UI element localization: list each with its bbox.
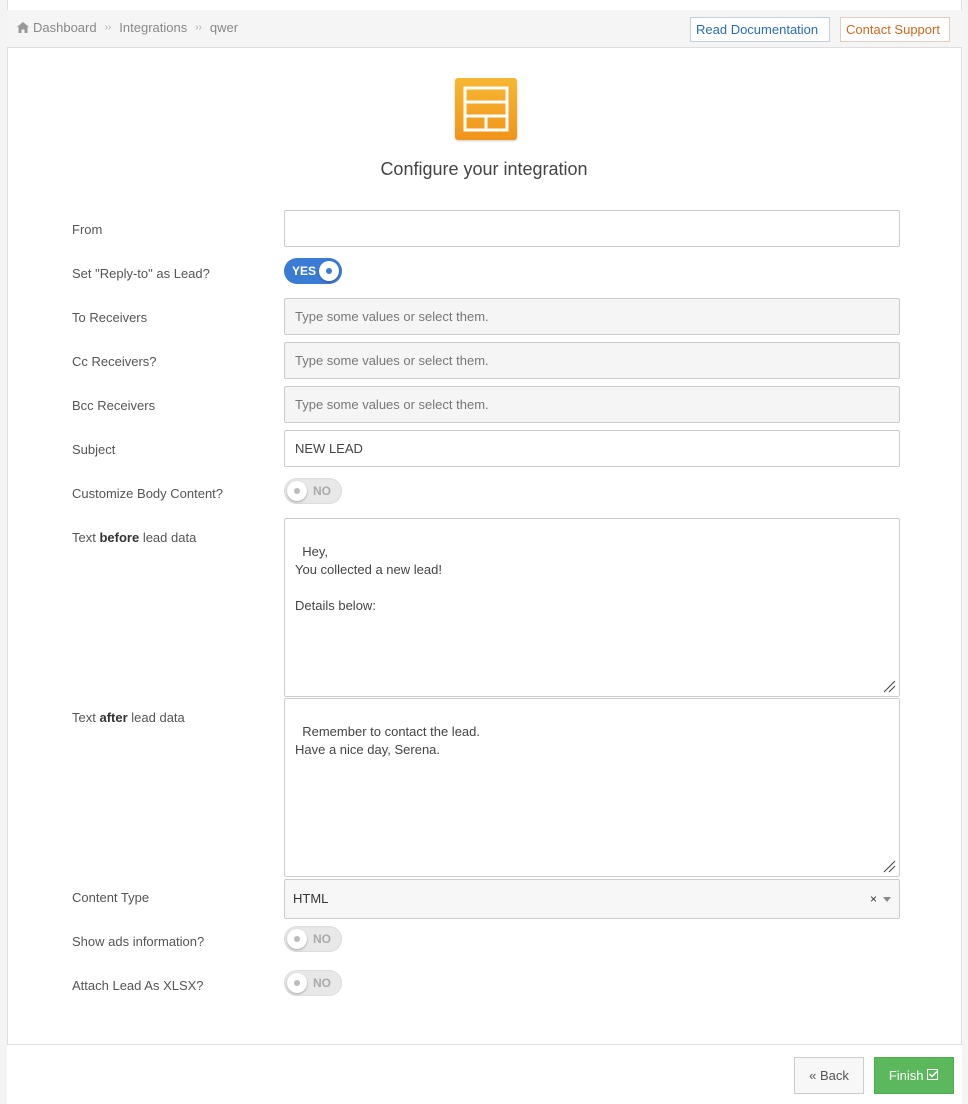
back-button[interactable]: [794, 1057, 864, 1094]
from-input[interactable]: [284, 210, 900, 247]
integration-logo-icon: [455, 78, 517, 140]
breadcrumb-separator: ››: [195, 22, 202, 33]
toggle-knob: [287, 481, 307, 501]
read-documentation-button[interactable]: Read Documentation: [690, 17, 830, 42]
text-before-label: [72, 530, 196, 545]
page-title: Configure your integration: [380, 159, 588, 179]
customize-body-label: Customize Body Content?: [72, 486, 224, 501]
bcc-receivers-label: Bcc Receivers: [72, 398, 156, 413]
breadcrumb-integrations[interactable]: Integrations: [119, 20, 188, 35]
customize-body-toggle[interactable]: [284, 478, 342, 504]
cc-receivers-label: Cc Receivers?: [72, 354, 157, 369]
reply-to-label: Set "Reply-to" as Lead?: [72, 266, 210, 281]
attach-xlsx-toggle-label: NO: [313, 976, 331, 990]
clear-icon[interactable]: ×: [869, 892, 877, 906]
finish-button-label: Finish: [888, 1068, 924, 1083]
breadcrumb-separator: ››: [104, 22, 112, 33]
text-before-label-pre: Text: [72, 530, 100, 545]
text-after-label-pre: Text: [72, 710, 100, 725]
content-type-label: Content Type: [72, 890, 150, 905]
text-before-value: Hey, You collected a new lead! Details below:: [295, 544, 442, 613]
text-after-textarea[interactable]: [284, 698, 900, 877]
cc-receivers-input[interactable]: Type some values or select them.: [284, 342, 900, 379]
contact-support-button[interactable]: Contact Support: [840, 17, 950, 42]
show-ads-label: Show ads information?: [72, 934, 205, 949]
customize-body-toggle-label: NO: [313, 484, 331, 498]
text-after-label: [72, 710, 185, 725]
breadcrumb: [17, 20, 238, 35]
resize-grip-icon[interactable]: [882, 679, 896, 693]
toggle-knob: [287, 973, 307, 993]
breadcrumb-dashboard[interactable]: Dashboard: [33, 20, 97, 35]
show-ads-toggle[interactable]: [284, 926, 342, 952]
subject-label: Subject: [72, 442, 116, 457]
text-before-label-post: lead data: [139, 530, 197, 545]
check-square-icon: [927, 1069, 939, 1080]
subject-input[interactable]: NEW LEAD: [284, 430, 900, 467]
resize-grip-icon[interactable]: [882, 859, 896, 873]
to-receivers-label: To Receivers: [72, 310, 148, 325]
home-icon: [17, 22, 29, 33]
attach-xlsx-label: Attach Lead As XLSX?: [72, 978, 204, 993]
from-label: From: [72, 222, 103, 237]
content-type-value: HTML: [293, 891, 329, 906]
show-ads-toggle-label: NO: [313, 932, 331, 946]
breadcrumb-current: qwer: [209, 20, 239, 35]
reply-to-toggle[interactable]: [284, 258, 342, 284]
text-before-label-bold: before: [99, 530, 140, 545]
attach-xlsx-toggle[interactable]: [284, 970, 342, 996]
finish-button[interactable]: [874, 1057, 954, 1094]
text-after-value: Remember to contact the lead. Have a nice day, Serena.: [295, 724, 480, 757]
reply-to-toggle-label: YES: [292, 264, 317, 278]
text-after-label-post: lead data: [127, 710, 185, 725]
text-before-textarea[interactable]: [284, 518, 900, 697]
double-chevron-left-icon: «: [809, 1068, 817, 1083]
content-type-select[interactable]: [284, 879, 900, 919]
bcc-receivers-input[interactable]: Type some values or select them.: [284, 386, 900, 423]
text-after-label-bold: after: [99, 710, 128, 725]
top-bar: [7, 10, 962, 48]
footer-bar: [7, 1044, 962, 1104]
integration-logo: [455, 78, 517, 140]
chevron-down-icon[interactable]: [883, 897, 891, 902]
to-receivers-input[interactable]: Type some values or select them.: [284, 298, 900, 335]
back-button-label: Back: [819, 1068, 849, 1083]
toggle-knob: [319, 261, 339, 281]
toggle-knob: [287, 929, 307, 949]
